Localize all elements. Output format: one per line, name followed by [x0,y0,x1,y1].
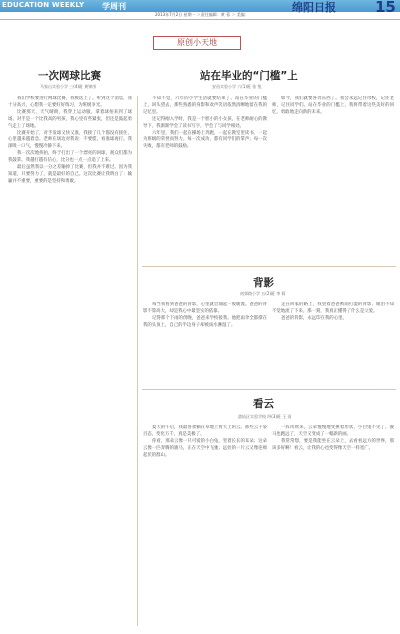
paragraph: 你看，那朵云像一只可爱的小白兔，竖着长长的耳朵；这朵云像一匹奔腾的骏马，正在天空中飞驰；远处的一片云又像连绵起伏的群山。 [143,438,267,458]
paragraph: 不知不觉，六年的小学生活就要结束了。站在毕业的门槛上，回头望去，那些熟悉的身影和欢声笑语依然清晰地留在我的记忆里。 [143,96,267,115]
date-line: 2013年7月2日 星期一 ＞责任编辑：黄 蓉 ＞ 美编： [155,12,249,17]
article-body [143,96,267,260]
article-title: 一次网球比赛 [38,70,101,82]
paragraph: 走在回家的路上，我望着爸爸被雨打湿的背影，眼泪不知不觉地流了下来。那一刻，我真正懂得了什么是父爱。 [272,302,394,314]
section-divider [142,266,396,267]
paragraph: 记得那个下雨的傍晚，爸爸来学校接我。他把雨伞全都撑在我的头顶上，自己的半边身子却被雨水淋湿了。 [143,315,267,328]
article-title: 看云 [253,398,274,410]
article-body [143,302,267,382]
weekly-label: 学周刊 [102,2,126,11]
paragraph: 六年里，我们一起在操场上奔跑，一起在教室里读书，一起为班级的荣誉而努力。每一次成功，都有同学们的掌声；每一次失败，都有老师的鼓励。 [143,130,267,150]
article-byline: 马家山实验小学 三(4)班 黄锦彤 [40,84,97,89]
paragraph: 如今，我们就要各奔东西了。我会永远记住母校，记住老师，记住同学们。站在毕业的门槛上，我将带着这些美好的回忆，勇敢地走向新的未来。 [272,96,394,115]
section-divider [142,389,396,390]
newspaper-brand: 绵阳日报 [292,1,336,14]
column-divider [137,96,138,626]
article-byline: 游仙区实验学校 四(3)班 王 雨 [238,414,292,419]
article-byline: 南郊路小学 五(2)班 李 莉 [240,291,286,296]
paragraph: 比赛开始了，对手发球又快又准，我接了几个都没有接住，心里越来越着急。老师在场边对我说：不要慌，看准球再打。我深吸一口气，慢慢冷静下来。 [8,130,132,150]
paragraph: 还记得刚入学时，我是一个胆小的小女孩，在老师耐心的教导下，我渐渐学会了读书写字，学会了与同学相处。 [143,116,267,129]
paragraph: 我们学校要进行网球比赛，我被选上了。听到这个消息，我十分高兴，心想我一定要好好练习，为班级争光。 [8,96,132,108]
paragraph: 我常常想，要是我能坐在云朵上，去看看远方的世界，那该多好啊！看云，让我的心也变得像天空一样宽广。 [272,438,394,451]
article-body [143,425,267,625]
article-body [272,302,394,382]
paragraph: 夏天的午后，我最喜欢躺在草地上看天上的云。那些云千姿百态，变化万千，真是美极了。 [143,425,267,437]
header-divider [0,19,400,20]
article-byline: 安昌实验小学 六(1)班 张 悦 [212,84,262,89]
article-body [272,425,394,625]
article-body [272,96,394,260]
section-tag: 原创小天地 [153,36,241,50]
paragraph: 每当我看到爸爸的背影，心里就会涌起一股暖流。爸爸的背影不算高大，却是我心中最坚实的依靠。 [143,302,267,314]
edition-label: EDUCATION WEEKLY [2,1,85,9]
paragraph: 最后虽然我以一分之差输掉了比赛，但我并不难过。因为我知道，只要努力了，就是最好的自己。这次比赛让我明白了：输赢并不重要，重要的是坚持和勇敢。 [8,165,132,184]
paragraph: 一阵风吹来，云朵慢慢地变换着形状，小白兔不见了，骏马也跑远了，天空又变成了一幅新的画。 [272,425,394,437]
page-number: 15 [375,0,396,16]
article-body [8,96,132,626]
article-title: 背影 [253,277,274,289]
paragraph: 爸爸的背影，永远印在我的心里。 [281,315,347,321]
article-title: 站在毕业的“门槛”上 [200,70,298,82]
paragraph: 比赛那天，天气晴朗，我穿上运动服，拿着球拍来到了球场。对手是一个比我高的男孩，我心里有些紧张，但还是鼓起勇气走上了场地。 [8,109,132,129]
paragraph: 我一次次地挥拍，终于打出了一个漂亮的回球，观众们都为我鼓掌。我越打越有信心，比分也一点一点追了上来。 [8,151,132,164]
